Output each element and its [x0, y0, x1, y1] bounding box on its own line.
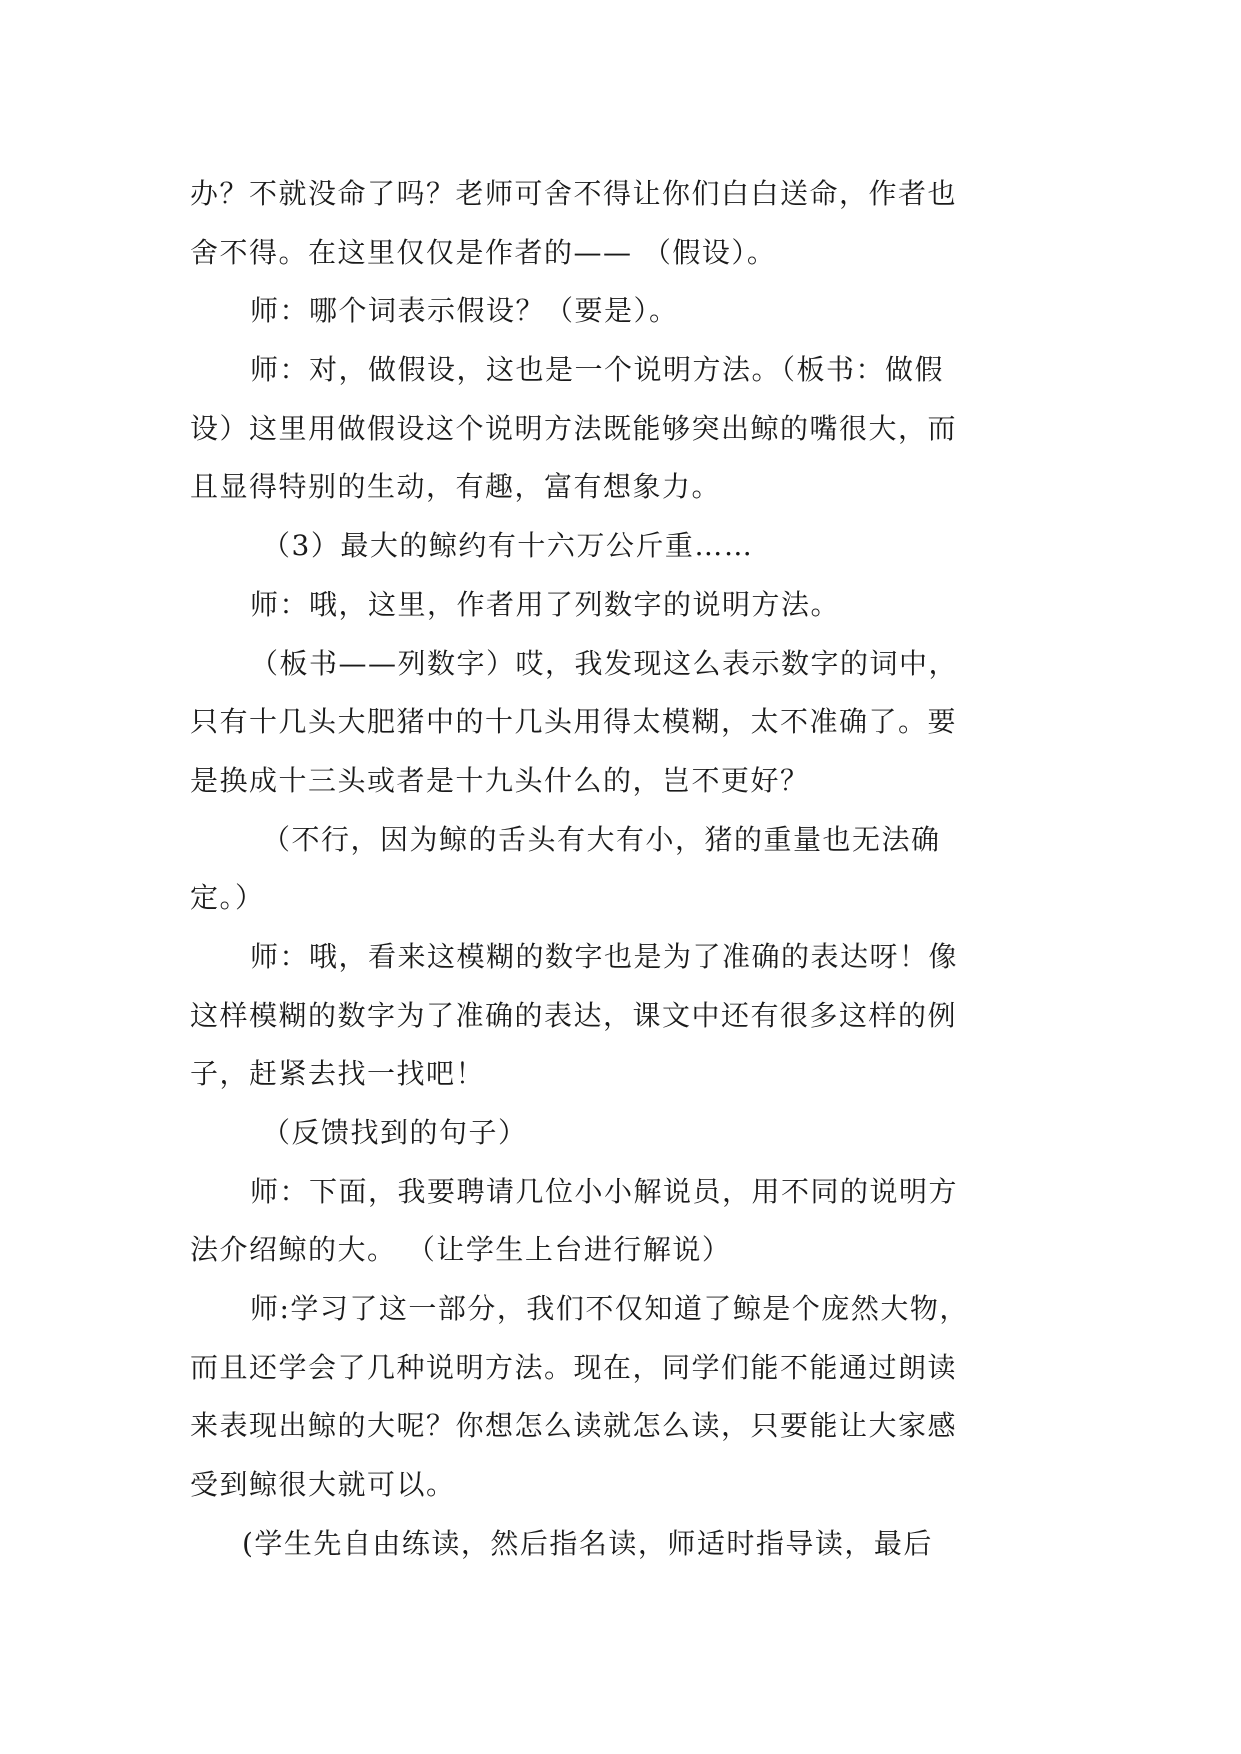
text-line: 师：哪个词表示假设？（要是）。: [250, 294, 679, 328]
text-line: 这样模糊的数字为了准确的表达，课文中还有很多这样的例: [190, 998, 958, 1032]
text-line: 师：哦，看来这模糊的数字也是为了准确的表达呀！像: [250, 939, 959, 973]
text-line: 师：对，做假设，这也是一个说明方法。（板书：做假: [250, 353, 945, 387]
text-line: (学生先自由练读，然后指名读，师适时指导读，最后: [242, 1526, 933, 1560]
text-line: 师:学习了这一部分，我们不仅知道了鲸是个庞然大物，: [250, 1292, 969, 1326]
text-line: 且显得特别的生动，有趣，富有想象力。: [190, 470, 722, 504]
text-line: 子，赶紧去找一找吧！: [190, 1057, 486, 1091]
text-line: 办？不就没命了吗？老师可舍不得让你们白白送命，作者也: [190, 177, 958, 210]
text-line: （不行，因为鲸的舌头有大有小，猪的重量也无法确: [262, 822, 941, 856]
text-line: 只有十几头大肥猪中的十几头用得太模糊，太不准确了。要: [190, 705, 958, 739]
text-line: 师：哦，这里，作者用了列数字的说明方法。: [250, 587, 841, 621]
body-text: [190, 165, 1052, 1574]
text-line: 是换成十三头或者是十九头什么的，岂不更好？: [190, 763, 810, 797]
text-line: （反馈找到的句子）: [262, 1116, 528, 1149]
text-line: 舍不得。在这里仅仅是作者的—— （假设）。: [190, 235, 777, 269]
text-line: 师：下面，我要聘请几位小小解说员，用不同的说明方: [250, 1174, 959, 1208]
text-line: 设）这里用做假设这个说明方法既能够突出鲸的嘴很大，而: [190, 411, 958, 445]
text-line: 来表现出鲸的大呢？你想怎么读就怎么读，只要能让大家感: [190, 1409, 958, 1443]
text-line: 受到鲸很大就可以。: [190, 1468, 456, 1502]
text-line: （3）最大的鲸约有十六万公斤重……: [262, 529, 754, 563]
text-line: 而且还学会了几种说明方法。现在，同学们能不能通过朗读: [190, 1350, 958, 1384]
text-line: 定。）: [190, 881, 265, 915]
text-line: 法介绍鲸的大。 （让学生上台进行解说）: [190, 1233, 732, 1267]
text-line: （板书——列数字）哎，我发现这么表示数字的词中，: [250, 646, 959, 680]
